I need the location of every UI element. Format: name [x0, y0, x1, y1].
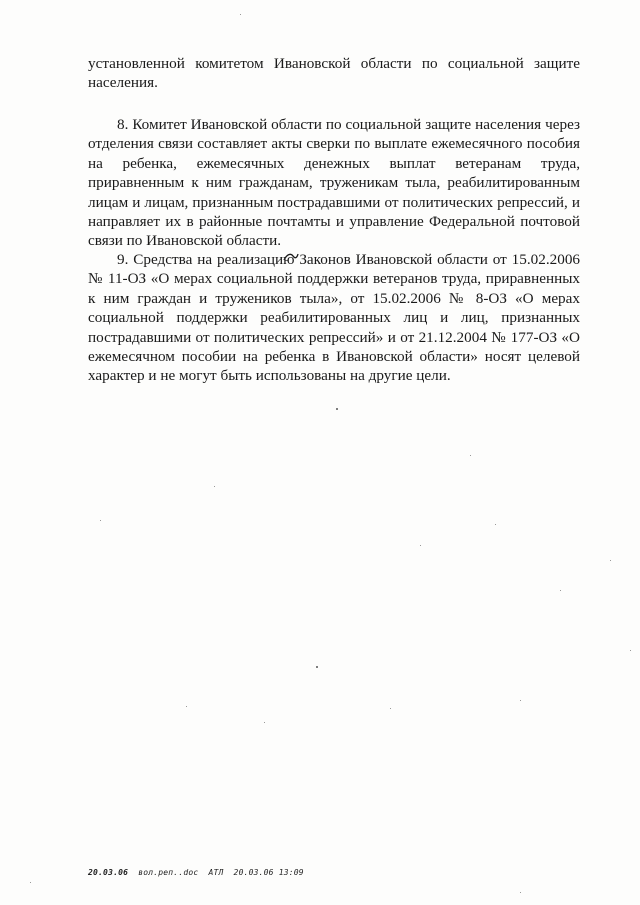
scan-speck [186, 706, 187, 707]
scan-speck [214, 486, 215, 487]
scan-speck [495, 524, 496, 525]
scan-speck [336, 408, 338, 410]
scan-speck [100, 520, 101, 521]
paragraph-text: установленной комитетом Ивановской области по социальной защите населения. [88, 55, 580, 92]
scan-speck [316, 666, 318, 668]
scan-speck [264, 722, 265, 723]
scan-speck [30, 882, 31, 883]
paragraph-item-8 [88, 115, 580, 251]
scan-speck [470, 455, 471, 456]
scan-speck [630, 650, 631, 651]
footer-filename: вол.реп..doc [138, 868, 199, 877]
pen-mark-scribble [283, 252, 299, 262]
scan-speck [520, 892, 521, 893]
item-number: 9. [117, 251, 129, 268]
paragraph-text: Комитет Ивановской области по социальной защите населения через отделения связи составляет акты сверки по выплате ежемесячного пособия на ребенка, ежемесячных денежных выплат ветеранам труда, приравненным к ним гражданам, труженикам тыла, реабилитированным лицам и лицам, признанным пострадавшими от политических репрессий, и направляет их в районные почтамты и управление Федеральной почтовой связи по Ивановской области. [88, 116, 580, 250]
scan-speck [520, 700, 521, 701]
item-number: 8. [117, 116, 129, 133]
footer-author: АТЛ [208, 868, 224, 877]
footer-timestamp: 20.03.06 13:09 [233, 868, 304, 877]
scan-speck [420, 545, 421, 546]
scan-speck [390, 708, 391, 709]
document-footer [88, 868, 304, 877]
footer-date: 20.03.06 [88, 868, 129, 877]
scan-speck [560, 590, 561, 591]
scan-speck [610, 560, 611, 561]
paragraph-item-9 [88, 250, 580, 386]
paragraph-text: Средства на реализацию Законов Ивановской области от 15.02.2006 № 11-ОЗ «О мерах социальной поддержки ветеранов труда, приравненных к ним граждан и тружеников тыла», от 15.02.2006 № 8-ОЗ «О мерах социальной поддержки реабилитированных лиц и лиц, признанных пострадавшими от политических репрессий» и от 21.12.2004 № 177-ОЗ «О ежемесячном пособии на ребенка в Ивановской области» носят целевой характер и не могут быть использованы на другие цели. [88, 251, 581, 385]
scan-speck [240, 14, 241, 15]
paragraph-continuation [88, 54, 580, 93]
